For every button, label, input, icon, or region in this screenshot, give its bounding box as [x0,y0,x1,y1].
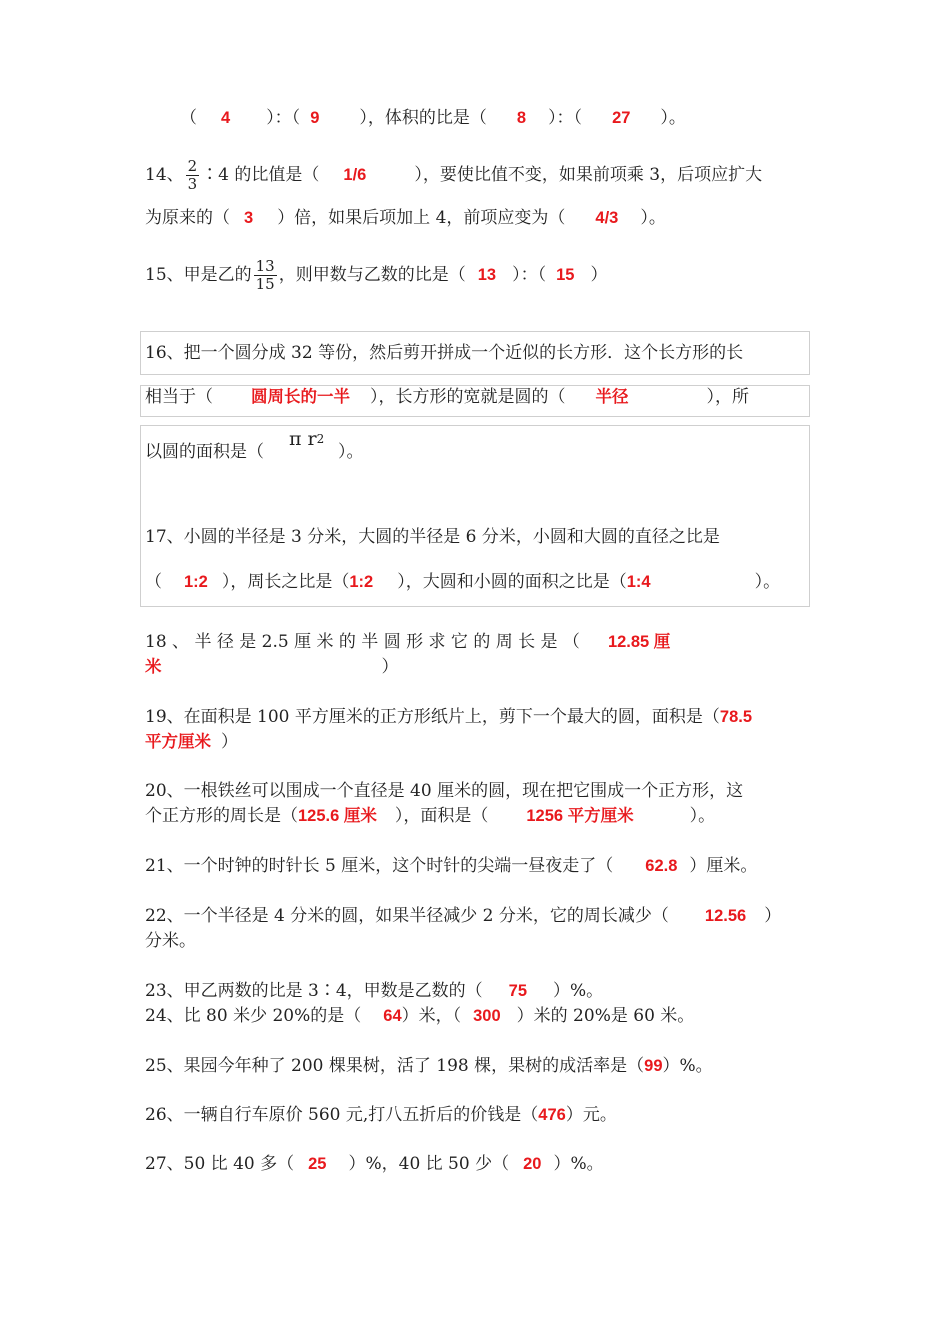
answer: 300 [473,1007,501,1025]
answer: 1:2 [184,573,208,591]
answer: 4/3 [595,209,619,227]
answer: 12.56 [704,907,747,925]
question-16-line-3: 以圆的面积是（ ）。 [145,442,364,462]
answer: 78.5 [719,708,753,726]
pi-r-squared-formula: π $r^2$ [289,428,325,450]
answer: 75 [508,982,528,1000]
answer: 125.6 厘米 [298,807,377,825]
question-21: 21、一个时钟的时针长 5 厘米，这个时针的尖端一昼夜走了（ 62.8 ）厘米。 [145,856,758,876]
question-19-line-2: 平方厘米 ） [145,732,238,752]
answer: 米 [145,658,162,676]
answer: 13 [477,266,497,284]
question-24: 24、比 80 米少 20%的是（ 64）米，（ 300 ）米的 20%是 60 米。 [145,1006,695,1026]
answer: 64 [383,1007,402,1025]
answer: 1/6 [343,166,367,184]
answer: 476 [538,1106,566,1124]
question-26: 26、一辆自行车原价 560 元,打八五折后的价钱是（476）元。 [145,1105,617,1125]
answer: 9 [310,109,320,127]
question-18-line-2: 米 ） [145,657,399,677]
answer: 15 [556,266,575,284]
question-18-line-1: 18 、 半 径 是 2.5 厘 米 的 半 圆 形 求 它 的 周 长 是 （ 12.85 厘 [145,632,671,652]
question-16-line-1: 16、把一个圆分成 32 等份，然后剪开拼成一个近似的长方形．这个长方形的长 [145,343,744,363]
question-14-line-1: 14、 $\frac{2}{3}$ ∶4 的比值是（ 1/6 ），要使比值不变，如果前项乘 3，后项应扩大 [145,157,763,193]
answer: 半径 [595,388,629,406]
question-22-line-2: 分米。 [145,931,196,951]
question-14-line-2: 为原来的（ 3 ）倍，如果后项加上 4，前项应变为（ 4/3 ）。 [145,208,666,228]
answer: 20 [523,1155,542,1173]
question-16-line-2: 相当于（ 圆周长的一半 ），长方形的宽就是圆的（ 半径 ），所 [145,387,749,407]
answer: 27 [612,109,631,127]
answer: 12.85 厘 [607,633,671,651]
question-25: 25、果园今年种了 200 棵果树，活了 198 棵，果树的成活率是（99）%。 [145,1056,713,1076]
question-20-line-1: 20、一根铁丝可以围成一个直径是 40 厘米的圆，现在把它围成一个正方形，这 [145,781,744,801]
question-27: 27、50 比 40 多（ 25 ）%，40 比 50 少（ 20 ）%。 [145,1154,604,1174]
answer: 1256 平方厘米 [526,807,634,825]
answer: 99 [644,1057,663,1075]
answer: 1:2 [349,573,374,591]
fraction-two-thirds: $\frac{2}{3}$ [187,157,198,193]
fraction-13-15: $\frac{13}{15}$ [255,257,275,293]
answer: 1:4 [626,573,651,591]
answer: 8 [516,109,527,127]
answer: 3 [244,209,254,227]
answer: 平方厘米 [145,733,211,751]
question-17-line-1: 17、小圆的半径是 3 分米，大圆的半径是 6 分米，小圆和大圆的直径之比是 [145,527,720,547]
question-22-line-1: 22、一个半径是 4 分米的圆，如果半径减少 2 分米，它的周长减少（ 12.56 ） [145,906,782,926]
question-23: 23、甲乙两数的比是 3∶4，甲数是乙数的（ 75 ）%。 [145,981,604,1001]
answer: 圆周长的一半 [251,388,350,406]
question-19-line-1: 19、在面积是 100 平方厘米的正方形纸片上，剪下一个最大的圆，面积是（78.5 [145,707,753,727]
question-17-line-2: （ 1:2 ），周长之比是（1:2 ），大圆和小圆的面积之比是（1:4 ）。 [145,572,781,592]
answer: 25 [308,1155,327,1173]
q13-continuation: （ 4 ）：（ 9 ），体积的比是（ 8 ）：（ 27 ）。 [180,108,686,128]
answer: 4 [221,109,231,127]
question-15: 15、甲是乙的 $\frac{13}{15}$ ，则甲数与乙数的比是（ 13 ）：（ 15 ） [145,257,608,293]
answer: 62.8 [645,857,678,875]
question-20-line-2: 个正方形的周长是（125.6 厘米 ），面积是（ 1256 平方厘米 ）。 [145,806,716,826]
